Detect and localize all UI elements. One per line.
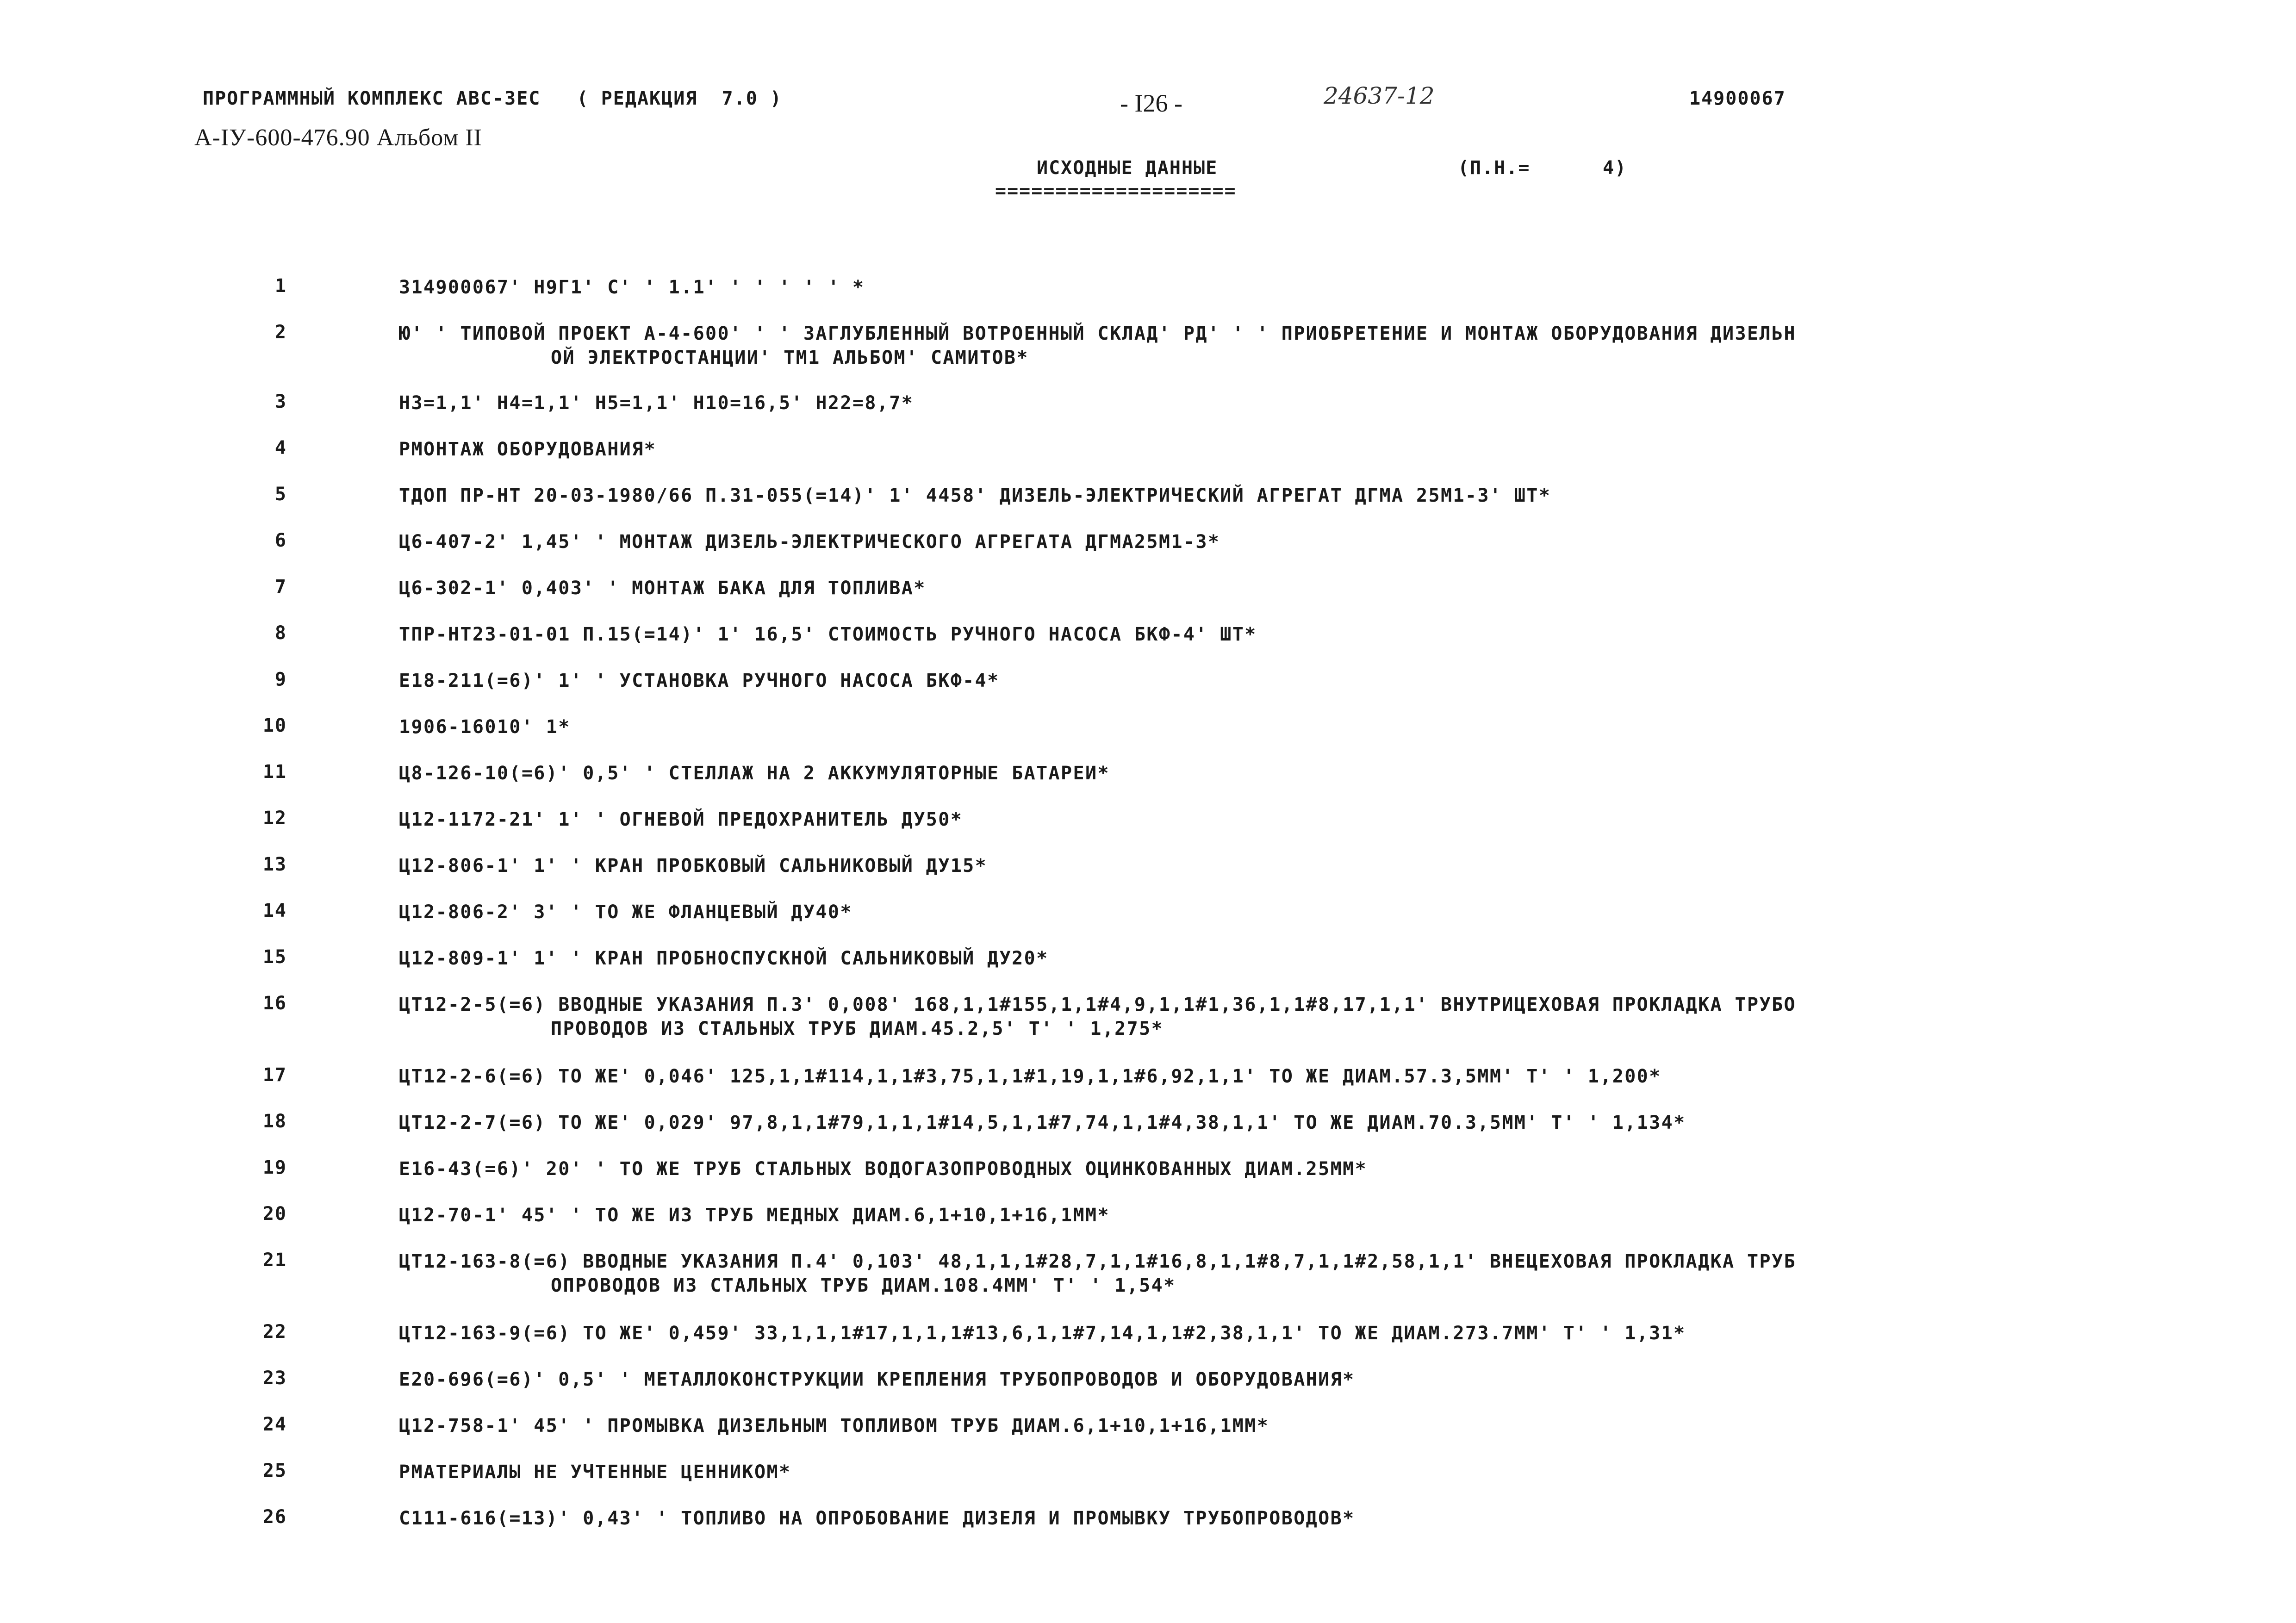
row-number: 1 — [274, 275, 287, 297]
row-text — [399, 1414, 2019, 1438]
row-number: 21 — [262, 1250, 287, 1271]
section-title: ИСХОДНЫЕ ДАННЫЕ — [1037, 157, 1218, 179]
row-text-line: ЦТ12-163-8(=6) ВВОДНЫЕ УКАЗАНИЯ П.4' 0,103' 48,1,1,1#28,7,1,1#16,8,1,1#8,7,1,1#2,58,1,1' ВНЕЦЕХОВАЯ ПРОКЛАДКА ТРУБ — [399, 1251, 1796, 1272]
row-text-line: Ю' ' ТИПОВОЙ ПРОЕКТ А-4-600' ' ' ЗАГЛУБЛЕННЫЙ ВОТРОЕННЫЙ СКЛАД' РД' ' ' ПРИОБРЕТЕНИЕ И МОНТАЖ ОБОРУДОВАНИЯ ДИЗЕЛЬН — [399, 323, 1796, 344]
row-text — [399, 391, 2019, 415]
row-number: 5 — [274, 484, 287, 505]
row-number: 22 — [262, 1321, 287, 1343]
page-number: - I26 - — [1120, 89, 1182, 117]
row-number: 16 — [262, 993, 287, 1014]
row-text-line: Ц6-302-1' 0,403' ' МОНТАЖ БАКА ДЛЯ ТОПЛИВА* — [399, 578, 926, 599]
row-text — [399, 484, 2019, 508]
row-number: 7 — [274, 576, 287, 597]
row-text-line: ТПР-НТ23-01-01 П.15(=14)' 1' 16,5' СТОИМОСТЬ РУЧНОГО НАСОСА БКФ-4' ШТ* — [399, 624, 1257, 645]
row-text — [399, 761, 2019, 785]
row-text — [399, 1111, 2019, 1135]
row-text-line: Ц12-809-1' 1' ' КРАН ПРОБНОСПУСКНОЙ САЛЬНИКОВЫЙ ДУ20* — [399, 948, 1049, 969]
row-text — [399, 1460, 2019, 1484]
row-text-line: 1906-16010' 1* — [399, 716, 571, 738]
row-text-line: Ц12-806-2' 3' ' ТО ЖЕ ФЛАНЦЕВЫЙ ДУ40* — [399, 902, 852, 923]
row-text-line: ТДОП ПР-НТ 20-03-1980/66 П.31-055(=14)' 1' 4458' ДИЗЕЛЬ-ЭЛЕКТРИЧЕСКИЙ АГРЕГАТ ДГМА 25М1-3' ШТ* — [399, 485, 1551, 506]
row-text-continuation: ПРОВОДОВ ИЗ СТАЛЬНЫХ ТРУБ ДИАМ.45.2,5' Т' ' 1,275* — [551, 1018, 1164, 1039]
row-text — [399, 715, 2019, 739]
row-text — [399, 1506, 2019, 1530]
row-text-line: РМОНТАЖ ОБОРУДОВАНИЯ* — [399, 439, 657, 460]
row-text — [399, 808, 2019, 832]
row-text-line: Ц12-758-1' 45' ' ПРОМЫВКА ДИЗЕЛЬНЫМ ТОПЛИВОМ ТРУБ ДИАМ.6,1+10,1+16,1ММ* — [399, 1415, 1269, 1436]
row-text-line: ЦТ12-2-6(=6) ТО ЖЕ' 0,046' 125,1,1#114,1,1#3,75,1,1#1,19,1,1#6,92,1,1' ТО ЖЕ ДИАМ.57.3,5ММ' Т' ' 1,200* — [399, 1066, 1661, 1087]
row-text-line: РМАТЕРИАЛЫ НЕ УЧТЕННЫЕ ЦЕННИКОМ* — [399, 1461, 791, 1483]
row-text-line: ЦТ12-163-9(=6) ТО ЖЕ' 0,459' 33,1,1,1#17,1,1,1#13,6,1,1#7,14,1,1#2,38,1,1' ТО ЖЕ ДИАМ.273.7ММ' Т' ' 1,31* — [399, 1323, 1686, 1344]
row-text — [399, 576, 2019, 600]
row-text-line: Е16-43(=6)' 20' ' ТО ЖЕ ТРУБ СТАЛЬНЫХ ВОДОГАЗОПРОВОДНЫХ ОЦИНКОВАННЫХ ДИАМ.25ММ* — [399, 1158, 1368, 1180]
row-text-line: С111-616(=13)' 0,43' ' ТОПЛИВО НА ОПРОБОВАНИЕ ДИЗЕЛЯ И ПРОМЫВКУ ТРУБОПРОВОДОВ* — [399, 1508, 1355, 1529]
row-number: 2 — [274, 322, 287, 343]
row-text — [399, 437, 2019, 461]
row-text-line: Ц12-806-1' 1' ' КРАН ПРОБКОВЫЙ САЛЬНИКОВЫЙ ДУ15* — [399, 855, 988, 877]
row-text — [399, 854, 2019, 878]
row-number: 9 — [274, 669, 287, 690]
row-number: 6 — [274, 530, 287, 551]
section-param: (П.Н.= 4) — [1458, 157, 1627, 179]
row-text — [399, 1250, 2019, 1298]
row-number: 13 — [262, 854, 287, 875]
row-text-line: ЦТ12-2-7(=6) ТО ЖЕ' 0,029' 97,8,1,1#79,1,1,1#14,5,1,1#7,74,1,1#4,38,1,1' ТО ЖЕ ДИАМ.70.3,5ММ' Т' ' 1,134* — [399, 1112, 1686, 1133]
row-number: 18 — [262, 1111, 287, 1132]
row-text — [399, 1321, 2019, 1345]
row-text — [399, 275, 2019, 299]
row-text — [399, 1157, 2019, 1181]
handwritten-code: 24637-12 — [1324, 82, 1435, 109]
doc-code: 14900067 — [1689, 88, 1786, 109]
row-text-line: Ц12-1172-21' 1' ' ОГНЕВОЙ ПРЕДОХРАНИТЕЛЬ ДУ50* — [399, 809, 963, 830]
row-text — [399, 1064, 2019, 1088]
album-stamp: А-IУ-600-476.90 Альбом II — [194, 124, 482, 151]
row-text — [399, 946, 2019, 970]
row-text-line: Ц6-407-2' 1,45' ' МОНТАЖ ДИЗЕЛЬ-ЭЛЕКТРИЧЕСКОГО АГРЕГАТА ДГМА25М1-3* — [399, 531, 1220, 553]
row-text — [399, 1368, 2019, 1392]
row-text — [399, 322, 2019, 370]
row-number: 20 — [262, 1203, 287, 1225]
row-number: 26 — [262, 1506, 287, 1528]
row-number: 25 — [262, 1460, 287, 1481]
row-number: 10 — [262, 715, 287, 736]
row-number: 4 — [274, 437, 287, 459]
row-text — [399, 1203, 2019, 1227]
row-number: 24 — [262, 1414, 287, 1435]
row-text-line: 314900067' Н9Г1' С' ' 1.1' ' ' ' ' ' * — [399, 277, 865, 298]
row-number: 15 — [262, 946, 287, 968]
row-text-line: Е20-696(=6)' 0,5' ' МЕТАЛЛОКОНСТРУКЦИИ КРЕПЛЕНИЯ ТРУБОПРОВОДОВ И ОБОРУДОВАНИЯ* — [399, 1369, 1355, 1390]
row-text-continuation: ОЙ ЭЛЕКТРОСТАНЦИИ' ТМ1 АЛЬБОМ' САМИТОВ* — [551, 347, 1029, 368]
section-underline: ==================== — [995, 180, 1237, 202]
row-text — [399, 900, 2019, 924]
row-text-line: ЦТ12-2-5(=6) ВВОДНЫЕ УКАЗАНИЯ П.3' 0,008' 168,1,1#155,1,1#4,9,1,1#1,36,1,1#8,17,1,1' ВНУТРИЦЕХОВАЯ ПРОКЛАДКА ТРУБО — [399, 994, 1796, 1015]
program-header: ПРОГРАММНЫЙ КОМПЛЕКС АВС-3ЕС ( РЕДАКЦИЯ 7.0 ) — [203, 88, 782, 109]
row-text — [399, 530, 2019, 554]
row-number: 23 — [262, 1368, 287, 1389]
row-number: 19 — [262, 1157, 287, 1178]
row-text-line: Е18-211(=6)' 1' ' УСТАНОВКА РУЧНОГО НАСОСА БКФ-4* — [399, 670, 1000, 691]
row-number: 12 — [262, 808, 287, 829]
row-text — [399, 669, 2019, 693]
row-text-line: Ц8-126-10(=6)' 0,5' ' СТЕЛЛАЖ НА 2 АККУМУЛЯТОРНЫЕ БАТАРЕИ* — [399, 763, 1110, 784]
row-number: 14 — [262, 900, 287, 921]
row-number: 11 — [262, 761, 287, 783]
row-text-line: Н3=1,1' Н4=1,1' Н5=1,1' Н10=16,5' Н22=8,7* — [399, 392, 914, 414]
row-number: 3 — [274, 391, 287, 412]
row-text-line: Ц12-70-1' 45' ' ТО ЖЕ ИЗ ТРУБ МЕДНЫХ ДИАМ.6,1+10,1+16,1ММ* — [399, 1205, 1110, 1226]
row-text — [399, 622, 2019, 647]
row-text — [399, 993, 2019, 1041]
row-text-continuation: ОПРОВОДОВ ИЗ СТАЛЬНЫХ ТРУБ ДИАМ.108.4ММ' Т' ' 1,54* — [551, 1275, 1176, 1296]
row-number: 17 — [262, 1064, 287, 1086]
row-number: 8 — [274, 622, 287, 644]
